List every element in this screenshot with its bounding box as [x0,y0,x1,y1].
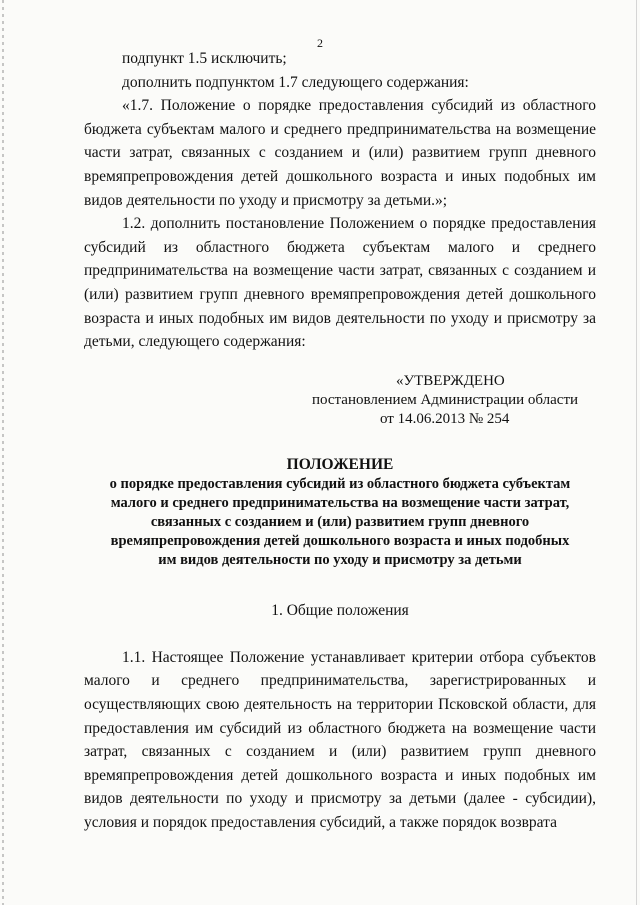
amendment-line-1: подпункт 1.5 исключить; [122,50,287,67]
regulation-subtitle [84,475,596,570]
paragraph-1-2: 1.2. дополнить постановление Положением о порядке предоставления субсидий из областного бюджета субъектам малого и среднего предпринимательства на возмещение части затрат, связанных с созданием и (или) развитием групп дневного времяпрепровождения детей дошкольного возраста и иных подобных им видов деятельности по уходу и присмотру за детьми, следующего содержания: [84,215,596,351]
scan-edge-left [2,0,4,905]
approval-stamp-block [312,372,596,429]
regulation-subtitle-line: времяпрепровождения детей дошкольного возраста и иных подобных [110,532,570,549]
page-number: 2 [317,36,323,50]
approval-line-3: от 14.06.2013 № 254 [380,410,510,427]
regulation-subtitle-line: о порядке предоставления субсидий из областного бюджета субъектам [109,475,571,492]
regulation-subtitle-line: малого и среднего предпринимательства на возмещение части затрат, [110,494,570,511]
document-body [84,47,596,834]
amendment-line-2: дополнить подпунктом 1.7 следующего содержания: [122,73,469,91]
approval-line-1: «УТВЕРЖДЕНО [396,372,505,389]
regulation-subtitle-line: им видов деятельности по уходу и присмотру за детьми [158,551,522,568]
approval-line-2: постановлением Администрации области [312,391,579,408]
paragraph-1-7: «1.7. Положение о порядке предоставления субсидий из областного бюджета субъектам малого и среднего предпринимательства на возмещение части затрат, связанных с созданием и (или) развитием групп дневного времяпрепровождения детей дошкольного возраста и иных подобных им видов деятельности по уходу и присмотру за детьми.»; [84,97,596,209]
scan-edge-right [636,0,637,905]
section-heading: 1. Общие положения [271,601,409,619]
regulation-subtitle-line: связанных с созданием и (или) развитием групп дневного [150,513,530,530]
regulation-title: ПОЛОЖЕНИЕ [286,455,394,473]
paragraph-1-1: 1.1. Настоящее Положение устанавливает критерии отбора субъектов малого и среднего предпринимательства, зарегистрированных и осуществляющих свою деятельность на территории Псковской области, для предоставления им субсидий из областного бюджета на возмещение части затрат, связанных с созданием и (или) развитием групп дневного времяпрепровождения детей дошкольного возраста и иных подобных им видов деятельности по уходу и присмотру за детьми (далее - субсидии), условия и порядок предоставления субсидий, а также порядок возврата [84,648,596,831]
